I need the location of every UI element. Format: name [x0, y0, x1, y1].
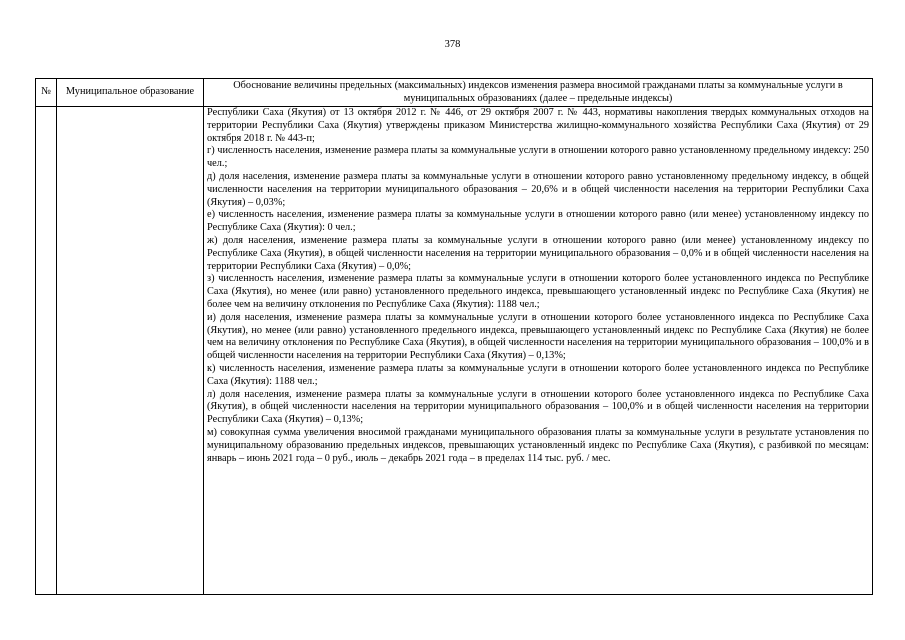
cell-justification [204, 107, 873, 595]
cell-number [36, 107, 57, 595]
paragraph-i: и) доля населения, изменение размера платы за коммунальные услуги в отношении которого более установленного индекса по Республике Саха (Якутия), но менее (или равно) установленного предельного индекса, превышающего установленный индекс по Республике Саха (Якутия) не более чем на величину отклонения по Республике Саха (Якутия), в общей численности населения на территории муниципального образования – 100,0% и в общей численности населения на территории Республики Саха (Якутия) – 0,13%; [207, 311, 869, 362]
paragraph-e: е) численность населения, изменение размера платы за коммунальные услуги в отношении которого равно (или менее) установленному индексу по Республике Саха (Якутия): 0 чел.; [207, 209, 869, 234]
paragraph-zh: ж) доля населения, изменение размера платы за коммунальные услуги в отношении которого равно (или менее) установленному индексу по Республике Саха (Якутия), в общей численности населения на территории муниципального образования – 0,0% и в общей численности населения на территории Республики Саха (Якутия) – 0,0%; [207, 234, 869, 272]
header-municipality: Муниципальное образование [57, 79, 204, 107]
page-number: 378 [444, 39, 461, 50]
paragraph-m: м) совокупная сумма увеличения вносимой гражданами муниципального образования платы за коммунальные услуги в результате установления по муниципальному образованию предельных индексов, превышающих установленный индекс по Республике Саха (Якутия), с разбивкой по месяцам: январь – июнь 2021 года – 0 руб., июль – декабрь 2021 года – в пределах 114 тыс. руб. / мес. [207, 426, 869, 464]
justification-table [35, 78, 873, 595]
header-number: № [36, 79, 57, 107]
paragraph-g: г) численность населения, изменение размера платы за коммунальные услуги в отношении которого равно установленному предельному индексу: 250 чел.; [207, 145, 869, 170]
paragraph-d: д) доля населения, изменение размера платы за коммунальные услуги в отношении которого равно установленному предельному индексу, в общей численности населения на территории муниципального образования – 20,6% и в общей численности населения на территории Республики Саха (Якутия) – 0,03%; [207, 170, 869, 208]
header-justification: Обоснование величины предельных (максимальных) индексов изменения размера вносимой гражданами платы за коммунальные услуги в муниципальных образованиях (далее – предельные индексы) [204, 79, 873, 107]
paragraph-intro: Республики Саха (Якутия) от 13 октября 2012 г. № 446, от 29 октября 2007 г. № 443, нормативы накопления твердых коммунальных отходов на территории Республики Саха (Якутия) утверждены приказом Министерства жилищно-коммунального хозяйства Республики Саха (Якутия) от 29 октября 2018 г. № 443-п; [207, 107, 869, 144]
table-row [36, 107, 873, 595]
paragraph-k: к) численность населения, изменение размера платы за коммунальные услуги в отношении которого более установленного индекса по Республике Саха (Якутия): 1188 чел.; [207, 362, 869, 387]
paragraph-l: л) доля населения, изменение размера платы за коммунальные услуги в отношении которого более установленного индекса по Республике Саха (Якутия), в общей численности населения на территории муниципального образования – 100,0% и в общей численности населения на территории Республики Саха (Якутия) – 0,13%; [207, 388, 869, 426]
cell-municipality [57, 107, 204, 595]
table-header-row [36, 79, 873, 107]
paragraph-z: з) численность населения, изменение размера платы за коммунальные услуги в отношении которого более установленного индекса по Республике Саха (Якутия), но менее (или равно) установленного предельного индекса, превышающего установленный индекс по Республике Саха (Якутия) не более чем на величину отклонения по Республике Саха (Якутия): 1188 чел.; [207, 273, 869, 310]
